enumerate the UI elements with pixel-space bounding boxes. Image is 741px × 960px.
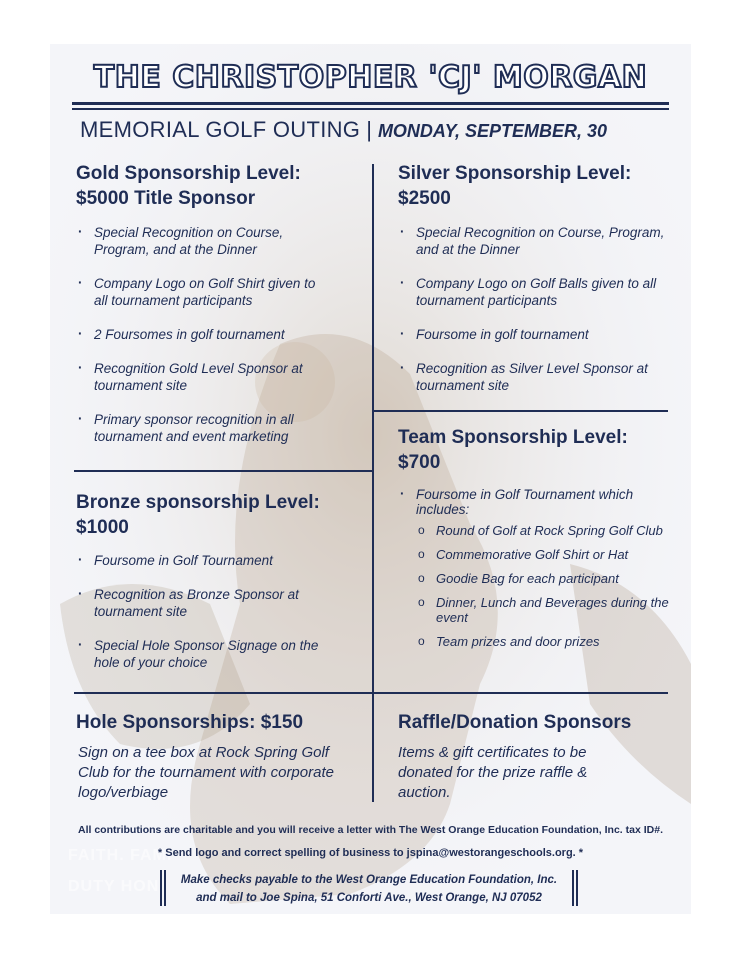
sub-list-item: o Round of Golf at Rock Spring Golf Club: [416, 523, 670, 538]
gold-list: [78, 224, 328, 462]
bronze-title-line1: Bronze sponsorship Level:: [76, 492, 320, 513]
background-text-line1: FAITH. FAMI: [68, 847, 173, 864]
list-item: [400, 487, 670, 649]
checks-bar-left-1: [160, 870, 162, 906]
sub-list-item: o Commemorative Golf Shirt or Hat: [416, 547, 670, 562]
team-title-line1: Team Sponsorship Level:: [398, 427, 628, 448]
logo-note: * Send logo and correct spelling of business to jspina@westorangeschools.org. *: [157, 847, 584, 859]
team-title-line2: $700: [398, 452, 441, 473]
raffle-text: Items & gift certificates to be donated for the prize raffle & auction.: [398, 744, 588, 801]
list-item: · Recognition as Silver Level Sponsor at tournament site: [400, 360, 675, 394]
title-rule-thin: [72, 108, 669, 110]
checks-line2: and mail to Joe Spina, 51 Conforti Ave., West Orange, NJ 07052: [196, 892, 542, 904]
list-item: · Foursome in golf tournament: [400, 326, 675, 343]
checks-bar-left-2: [164, 870, 166, 906]
list-item: · Company Logo on Golf Shirt given to all tournament participants: [78, 275, 328, 309]
silver-title-line2: $2500: [398, 188, 451, 209]
sub-list-item: o Team prizes and door prizes: [416, 634, 670, 649]
list-item: · 2 Foursomes in golf tournament: [78, 326, 328, 343]
gold-title: [76, 161, 366, 211]
sub-list-item: o Dinner, Lunch and Beverages during the event: [416, 595, 670, 625]
list-item: · Primary sponsor recognition in all tournament and event marketing: [78, 411, 328, 445]
background-text-line2: DUTY HON: [68, 878, 160, 895]
list-item: · Foursome in Golf Tournament: [78, 552, 343, 569]
gold-title-line1: Gold Sponsorship Level:: [76, 163, 301, 184]
checks-line1: Make checks payable to the West Orange Education Foundation, Inc.: [180, 874, 558, 886]
center-divider: [372, 164, 374, 802]
silver-title-line1: Silver Sponsorship Level:: [398, 163, 632, 184]
bronze-title: [76, 490, 366, 540]
hole-text: Sign on a tee box at Rock Spring Golf Club for the tournament with corporate logo/verbiage: [78, 744, 334, 801]
flyer-title: THE CHRISTOPHER 'CJ' MORGAN: [93, 60, 648, 95]
team-list: [400, 487, 670, 666]
bronze-title-line2: $1000: [76, 517, 129, 538]
subtitle-separator: |: [366, 117, 372, 142]
list-item: · Special Hole Sponsor Signage on the hole of your choice: [78, 637, 343, 671]
checks-instructions: [168, 871, 570, 907]
list-item: · Special Recognition on Course, Program, and at the Dinner: [78, 224, 328, 258]
subtitle-event: MEMORIAL GOLF OUTING: [80, 117, 361, 142]
tax-note: All contributions are charitable and you will receive a letter with The West Orange Education Foundation, Inc. tax ID#.: [77, 824, 663, 836]
gold-title-line2: $5000 Title Sponsor: [76, 188, 256, 209]
bottom-divider: [74, 692, 668, 694]
sub-list-item: o Goodie Bag for each participant: [416, 571, 670, 586]
title-rule-thick: [72, 102, 669, 105]
silver-list: [400, 224, 675, 411]
left-divider-1: [74, 470, 372, 472]
flyer-subtitle: [80, 117, 670, 143]
flyer: [50, 44, 691, 914]
bronze-list: [78, 552, 343, 688]
hole-title: Hole Sponsorships: $150: [76, 712, 304, 733]
silver-title: [398, 161, 688, 211]
list-item: · Company Logo on Golf Balls given to all tournament participants: [400, 275, 675, 309]
team-main-item: Foursome in Golf Tournament which includes:: [416, 487, 634, 517]
subtitle-date: MONDAY, SEPTEMBER, 30: [377, 121, 607, 141]
checks-bar-right-2: [576, 870, 578, 906]
team-sub-list: [416, 523, 670, 649]
raffle-title: Raffle/Donation Sponsors: [398, 712, 632, 733]
team-title: [398, 425, 688, 475]
checks-bar-right-1: [572, 870, 574, 906]
list-item: · Special Recognition on Course, Program, and at the Dinner: [400, 224, 675, 258]
list-item: · Recognition as Bronze Sponsor at tournament site: [78, 586, 343, 620]
list-item: · Recognition Gold Level Sponsor at tournament site: [78, 360, 328, 394]
